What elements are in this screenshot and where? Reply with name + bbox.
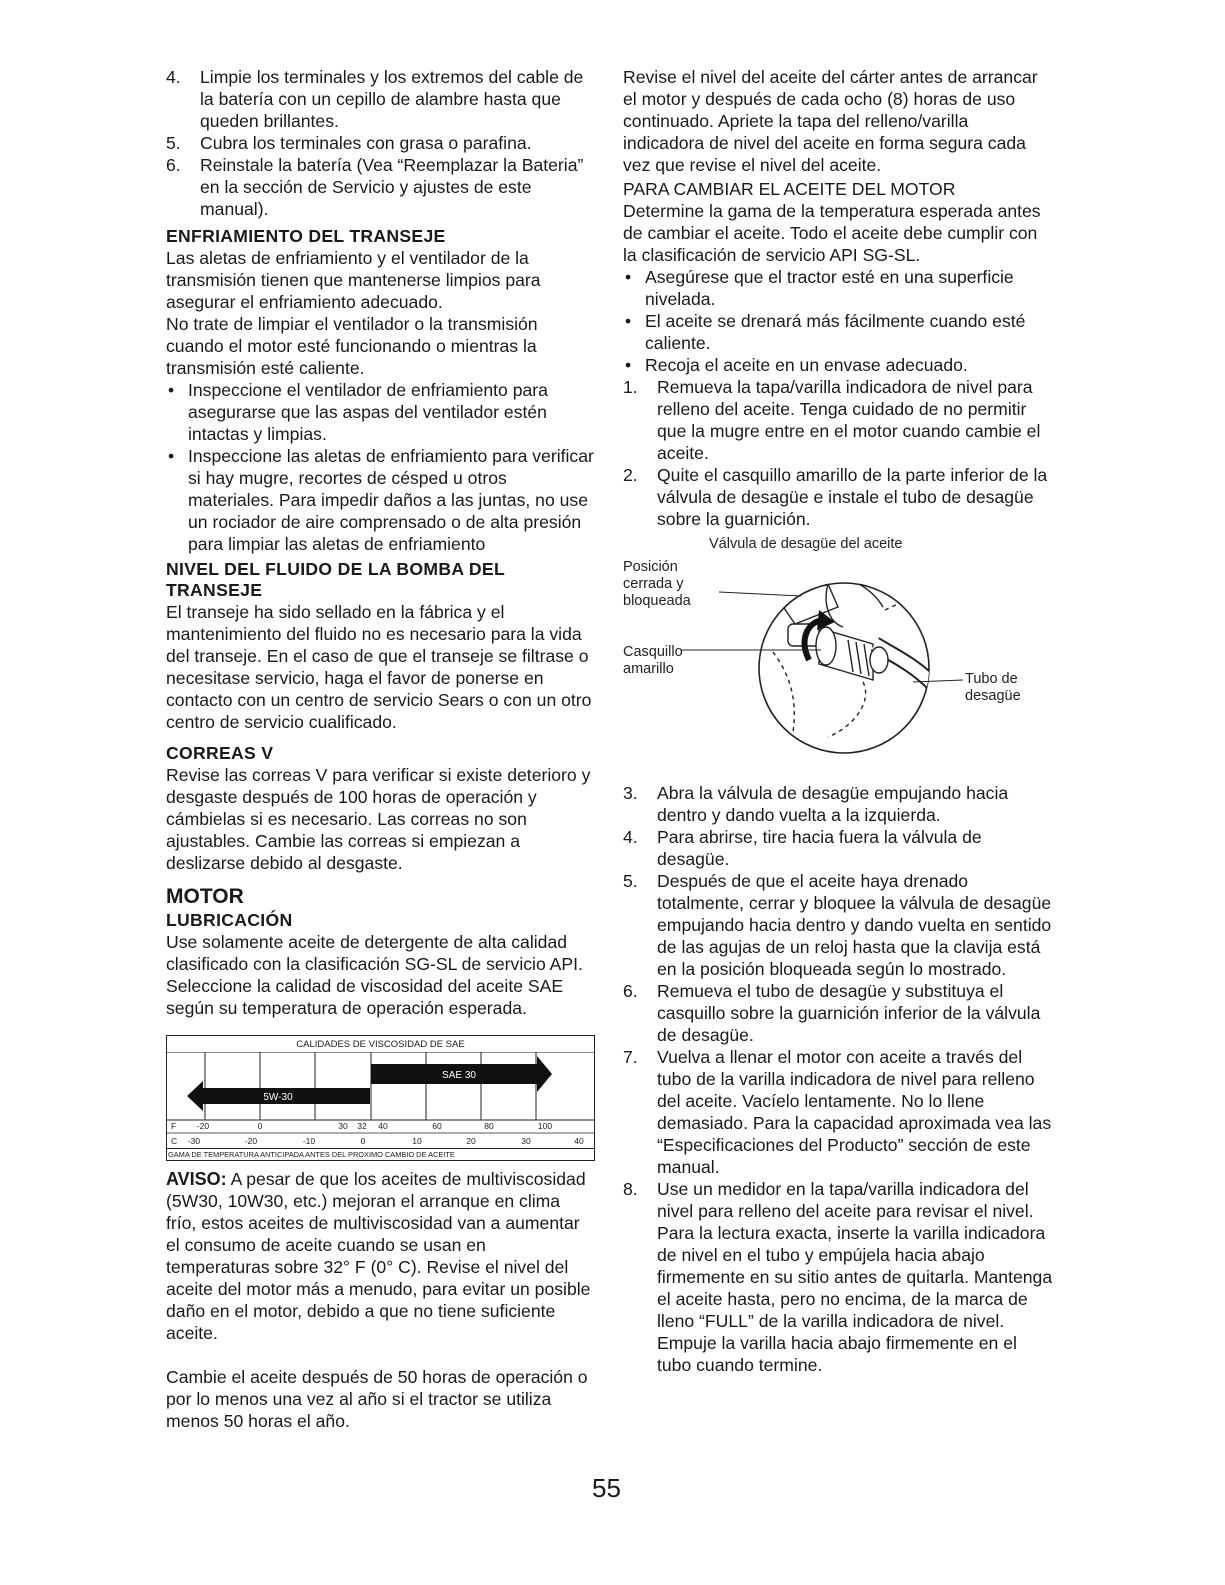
label-casquillo: Casquillo	[623, 644, 683, 660]
paragraph: Determine la gama de la temperatura esperada antes de cambiar el aceite. Todo el aceite debe cumplir con la clasificación de servicio API SG-SL.	[623, 201, 1041, 265]
c-tick-label: 10	[412, 1136, 422, 1146]
list-item: 4. Para abrirse, tire hacia fuera la válvula de desagüe.	[623, 827, 982, 869]
aviso-paragraph	[166, 1168, 594, 1344]
list-item: 5. Después de que el aceite haya drenado totalmente, cerrar y bloquee la válvula de desagüe empujando hacia dentro y dando vuelta en sentido de las agujas de un reloj hasta que la clavija está en la posición bloqueada según lo mostrado.	[623, 871, 1052, 979]
list-item: 7. Vuelva a llenar el motor con aceite a través del tubo de la varilla indicadora de nivel para relleno del aceite. Vacíelo lentamente. No lo llene demasiado. Para la capacidad aproximada vea las “Especificaciones del Producto” sección de este manual.	[623, 1047, 1052, 1177]
leader-line	[719, 592, 801, 596]
list-item: 1. Remueva la tapa/varilla indicadora de nivel para relleno del aceite. Tenga cuidado de no permitir que la mugre entre en el motor cuando cambie el aceite.	[623, 377, 1041, 463]
sae-viscosity-chart	[166, 1035, 595, 1161]
f-tick-label: -20	[196, 1121, 210, 1131]
f-tick-label: 100	[537, 1121, 553, 1131]
list-item: • Recoja el aceite en un envase adecuado.	[623, 354, 1053, 376]
page-number: 55	[592, 1473, 621, 1503]
list-item: 4. Limpie los terminales y los extremos del cable de la batería con un cepillo de alambre hasta que queden brillantes.	[166, 67, 584, 131]
f-tick-label: 30	[338, 1121, 348, 1131]
list-item: 3. Abra la válvula de desagüe empujando hacia dentro y dando vuelta a la izquierda.	[623, 783, 1009, 825]
paragraph: Cambie el aceite después de 50 horas de operación o por lo menos una vez al año si el tractor se utiliza menos 50 horas el año.	[166, 1367, 588, 1431]
sae30-label: SAE 30	[442, 1070, 476, 1081]
paragraph: Las aletas de enfriamiento y el ventilador de la transmisión tienen que mantenerse limpios para asegurar el enfriamiento adecuado.	[166, 248, 541, 312]
section-heading-enfriamiento: ENFRIAMIENTO DEL TRANSEJE	[166, 226, 446, 246]
section-heading-correas: CORREAS V	[166, 743, 274, 763]
section-heading-nivel: NIVEL DEL FLUIDO DE LA BOMBA DEL TRANSEJE	[166, 559, 505, 600]
drain-valve-illustration	[623, 532, 1053, 754]
c-tick-label: -10	[302, 1136, 316, 1146]
oil-prep-bullets	[623, 266, 1053, 376]
f-tick-label: 60	[432, 1121, 442, 1131]
chart-title: CALIDADES DE VISCOSIDAD DE SAE	[296, 1039, 465, 1050]
label-posicion: Posición	[623, 559, 678, 575]
section-subheading-lubricacion: LUBRICACIÓN	[166, 910, 293, 930]
c-tick-label: 0	[360, 1136, 366, 1146]
paragraph: El transeje ha sido sellado en la fábrica y el mantenimiento del fluido no es necesario para la vida del transeje. En el caso de que el transeje se filtrase o necesitase servicio, haga el favor de ponerse en contacto con un centro de servicio Sears o con un otro centro de servicio cualificado.	[166, 602, 592, 732]
celsius-label: C	[171, 1136, 178, 1146]
list-item: • Inspeccione el ventilador de enfriamiento para asegurarse que las aspas del ventilador estén intactas y limpias.	[166, 379, 594, 445]
label-desague: desagüe	[965, 688, 1021, 704]
c-tick-label: -30	[187, 1136, 201, 1146]
list-item: • El aceite se drenará más fácilmente cuando esté caliente.	[623, 310, 1053, 354]
list-item: 2. Quite el casquillo amarillo de la parte inferior de la válvula de desagüe e instale el tubo de desagüe sobre la guarnición.	[623, 465, 1048, 529]
c-tick-label: -20	[244, 1136, 258, 1146]
cooling-bullets	[166, 379, 594, 555]
list-item: 6. Reinstale la batería (Vea “Reemplazar la Bateria” en la sección de Servicio y ajustes de este manual).	[166, 155, 584, 219]
f-tick-label: 80	[484, 1121, 494, 1131]
paragraph: No trate de limpiar el ventilador o la transmisión cuando el motor esté funcionando o mientras la transmisión esté caliente.	[166, 314, 538, 378]
left-column	[166, 66, 594, 1432]
paragraph: Revise el nivel del aceite del cárter antes de arrancar el motor y después de cada ocho (8) horas de uso continuado. Apriete la tapa del relleno/varilla indicadora de nivel del aceite en forma segura cada vez que revise el nivel del aceite.	[623, 67, 1038, 175]
label-cerrada: cerrada y	[623, 576, 684, 592]
chart-footer: GAMA DE TEMPERATURA ANTICIPADA ANTES DEL PROXIMO CAMBIO DE ACEITE	[167, 1148, 594, 1160]
f-tick-label: 32	[357, 1121, 367, 1131]
f-tick-label: 0	[257, 1121, 263, 1131]
label-tubo: Tubo de	[965, 671, 1018, 687]
figure-caption: Válvula de desagüe del aceite	[709, 536, 903, 552]
c-tick-label: 40	[574, 1136, 584, 1146]
paragraph: Use solamente aceite de detergente de alta calidad clasificado con la clasificación SG-SL de servicio API. Seleccione la calidad de viscosidad del aceite SAE según su temperatura de operación esperada.	[166, 932, 583, 1018]
f-tick-label: 40	[378, 1121, 388, 1131]
right-column	[623, 66, 1053, 1376]
paragraph: Revise las correas V para verificar si existe deterioro y desgaste después de 100 horas de operación y cámbielas si es necesario. Las correas no son ajustables. Cambie las correas si empiezan a deslizarse debido al desgaste.	[166, 765, 591, 873]
label-bloqueada: bloqueada	[623, 593, 691, 609]
section-heading-cambiar-aceite: PARA CAMBIAR EL ACEITE DEL MOTOR	[623, 179, 956, 199]
label-amarillo: amarillo	[623, 661, 674, 677]
section-heading-motor: MOTOR	[166, 885, 244, 908]
list-item: • Inspeccione las aletas de enfriamiento para verificar si hay mugre, recortes de césped u otros materiales. Para impedir daños a las juntas, no use un rociador de aire comprensado o de alta presión para limpiar las aletas de enfriamiento	[166, 445, 594, 555]
tube-end	[870, 647, 888, 673]
list-item: • Asegúrese que el tractor esté en una superficie nivelada.	[623, 266, 1053, 310]
oil-steps-a	[623, 376, 1053, 530]
viscosity-graph	[167, 1052, 594, 1148]
fahrenheit-label: F	[171, 1121, 177, 1131]
aviso-text: A pesar de que los aceites de multiviscosidad (5W30, 10W30, etc.) mejoran el arranque en clima frío, estos aceites de multiviscosidad van a aumentar el consumo de aceite cuando se usan en temperaturas sobre 32° F (0° C). Revise el nivel del aceite del motor más a menudo, para evitar un posible daño en el motor, debido a que no tiene suficiente aceite.	[166, 1169, 591, 1343]
list-item: 5. Cubra los terminales con grasa o parafina.	[166, 133, 532, 153]
c-tick-label: 30	[521, 1136, 531, 1146]
drain-valve-figure	[623, 532, 1053, 754]
valve-cap	[816, 627, 836, 665]
oil-steps-b	[623, 782, 1053, 1376]
list-item: 6. Remueva el tubo de desagüe y substituya el casquillo sobre la guarnición inferior de la válvula de desagüe.	[623, 981, 1041, 1045]
c-tick-label: 20	[466, 1136, 476, 1146]
aviso-label: AVISO:	[166, 1169, 227, 1189]
5w30-label: 5W-30	[263, 1092, 293, 1103]
battery-steps-list	[166, 66, 594, 220]
list-item: 8. Use un medidor en la tapa/varilla indicadora del nivel para relleno del aceite para revisar el nivel. Para la lectura exacta, inserte la varilla indicadora de nivel en el tubo y empújela hacia abajo firmemente en su sitio antes de quitarla. Mantenga el aceite hasta, pero no encima, de la marca de lleno “FULL” de la varilla indicadora de nivel. Empuje la varilla hacia abajo firmemente en el tubo cuando termine.	[623, 1179, 1053, 1375]
